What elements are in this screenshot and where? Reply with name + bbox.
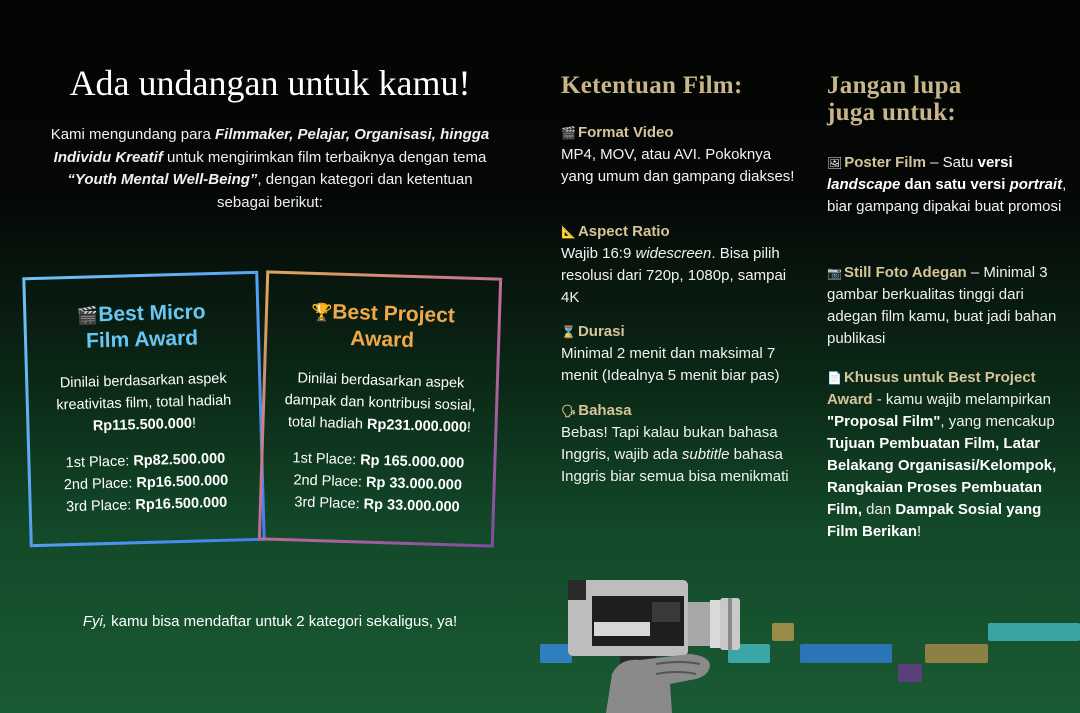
fyi-note: Fyi, kamu bisa mendaftar untuk 2 kategori sekaligus, ya!: [82, 613, 458, 630]
award-description: Dinilai berdasarkan aspek dampak dan kontribusi sosial, total hadiah Rp231.000.000!: [284, 370, 476, 436]
award-title: 🏆Best Project Award: [310, 300, 456, 353]
place-1st: 1st Place: Rp82.500.000: [65, 450, 226, 472]
durasi-section: ⌛ Durasi Minimal 2 menit dan maksimal 7 menit (Idealnya 5 menit biar pas): [561, 323, 780, 384]
khusus-section: 📄 Khusus untuk Best Project Award - kamu wajib melampirkan "Proposal Film", yang mencakup Tujuan Pembuatan Film, Latar Belakang Organisasi/Kelompok, Rangkaian Proses Pembuatan Film, dan Dampak Sosial yang Film Berikan!: [827, 369, 1057, 540]
place-3rd: 3rd Place: Rp16.500.000: [65, 494, 228, 516]
ketentuan-title: Ketentuan Film:: [561, 72, 743, 99]
jangan-lupa-title: Jangan lupa juga untuk:: [827, 72, 962, 126]
place-1st: 1st Place: Rp 165.000.000: [292, 450, 465, 472]
deco-block: [988, 623, 1080, 641]
clapperboard-icon: 🎬: [76, 306, 99, 326]
page-icon: 📄: [827, 371, 842, 385]
place-3rd: 3rd Place: Rp 33.000.000: [294, 494, 460, 516]
framed-picture-icon: 🖼: [827, 156, 843, 170]
deco-block: [772, 623, 794, 641]
deco-block: [925, 644, 988, 663]
main-title: Ada undangan untuk kamu!: [69, 63, 471, 103]
award-description: Dinilai berdasarkan aspek kreativitas film, total hadiah Rp115.500.000!: [56, 370, 232, 435]
triangle-ruler-icon: 📐: [561, 225, 576, 239]
deco-block: [898, 664, 922, 682]
deco-block: [800, 644, 892, 663]
bahasa-section: 🗣 Bahasa Bebas! Tapi kalau bukan bahasa Inggris, wajib ada subtitle bahasa Inggris biar semua bisa menikmati: [561, 402, 789, 485]
place-2nd: 2nd Place: Rp16.500.000: [63, 472, 229, 494]
speaking-head-icon: 🗣: [561, 404, 577, 418]
intro-text: Kami mengundang para Filmmaker, Pelajar, Organisasi, hingga Individu Kreatif untuk mengirimkan film terbaiknya dengan tema “Youth Mental Well-Being”, dengan kategori dan ketentuan sebagai berikut:: [50, 126, 490, 211]
best-micro-film-award-card: [22, 271, 265, 547]
award-places: [262, 446, 494, 519]
trophy-icon: 🏆: [310, 302, 333, 323]
award-places: [30, 447, 262, 519]
poster-film-section: 🖼 Poster Film – Satu versi landscape dan satu versi portrait, biar gampang dipakai buat promosi: [827, 154, 1067, 215]
format-video-section: 🎬 Format Video MP4, MOV, atau AVI. Pokoknya yang umum dan gampang diakses!: [561, 124, 795, 185]
camera-illustration: [560, 574, 750, 713]
clapperboard-icon: 🎬: [561, 126, 576, 140]
hourglass-icon: ⌛: [561, 325, 576, 339]
camera-icon: 📷: [827, 266, 842, 280]
award-title: 🎬Best Micro Film Award: [76, 300, 206, 353]
aspect-ratio-section: 📐 Aspect Ratio Wajib 16:9 widescreen. Bisa pilih resolusi dari 720p, 1080p, sampai 4K: [561, 223, 787, 306]
place-2nd: 2nd Place: Rp 33.000.000: [293, 472, 463, 494]
best-project-award-card: [258, 270, 502, 547]
still-foto-section: 📷 Still Foto Adegan – Minimal 3 gambar berkualitas tinggi dari adegan film kamu, buat jadi bahan publikasi: [827, 264, 1057, 347]
